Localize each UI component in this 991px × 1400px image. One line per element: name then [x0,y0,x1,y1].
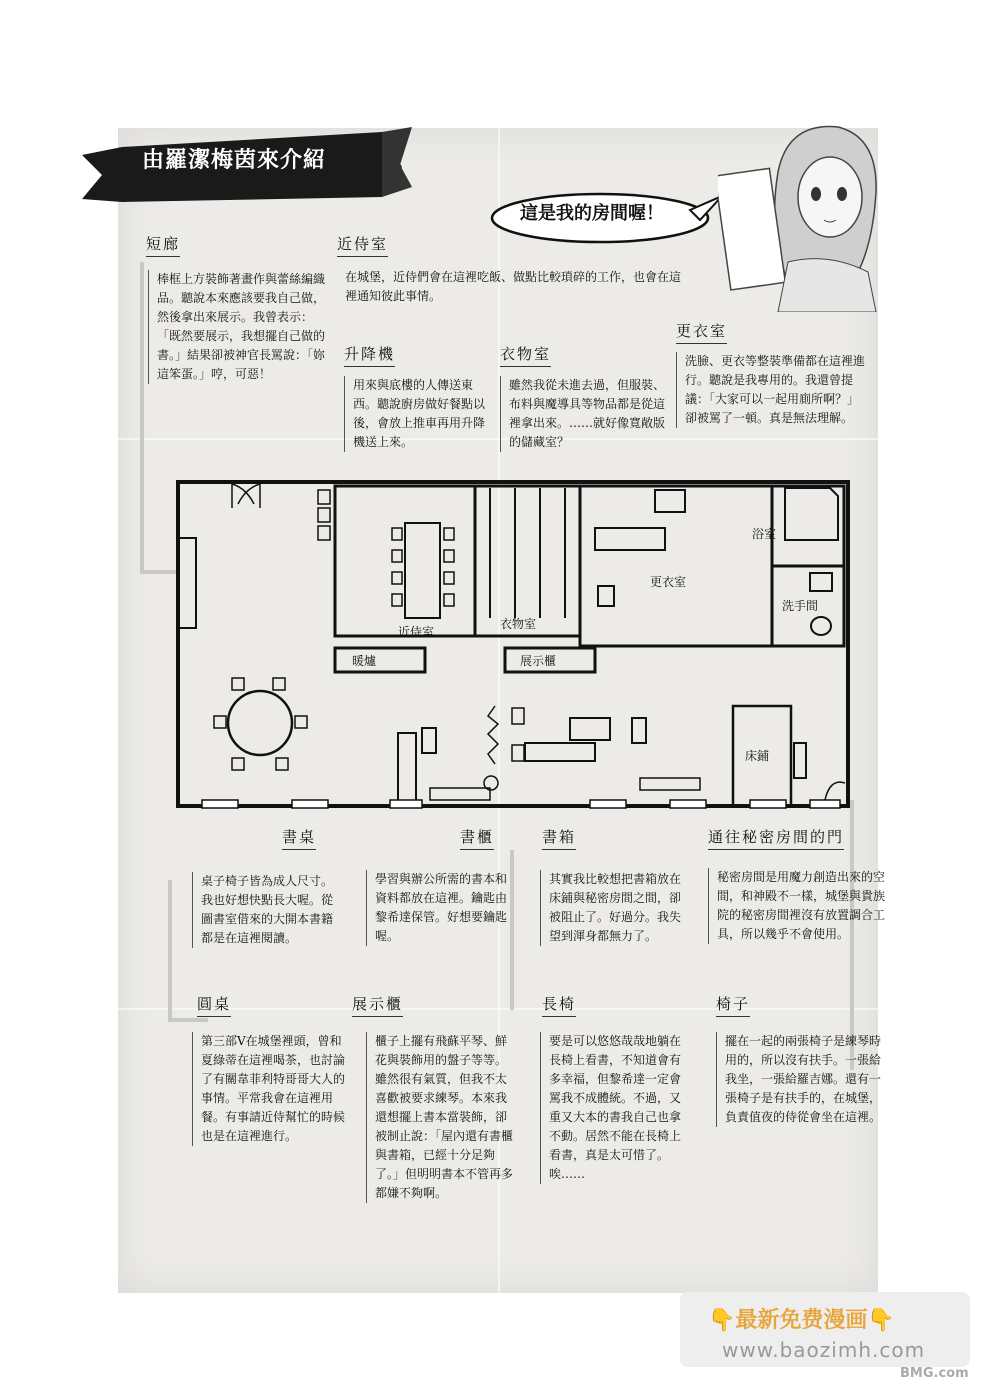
text-display-shelf: 櫃子上擺有飛蘇平琴、鮮花與裝飾用的盤子等等。雖然很有氣質，但我不太喜歡被要求練琴。本來我還想擺上書本當裝飾，卻被制止說：「屋內還有書櫃與書箱，已經十分足夠了。」但明明書本不管再多都嫌不夠啊。 [366,1032,515,1203]
connector-line [510,850,514,1010]
ad-url[interactable]: www.baozimh.com [722,1338,926,1362]
plan-label-fireplace: 暖爐 [352,654,377,668]
heading-lift: 升降機 [344,345,396,363]
heading-dressing-room: 更衣室 [676,322,728,340]
text-short-corridor: 棒框上方裝飾著畫作與蕾絲編織品。聽說本來應該要我自己做，然後拿出來展示。我曾表示：「既然要展示，我想擺自己做的書。」結果卻被神官長罵說：「妳這笨蛋。」哼，可惡！ [148,270,327,384]
heading-short-corridor: 短廊 [146,235,181,253]
heading-attendant-room: 近侍室 [337,235,389,253]
character-illustration [718,112,883,312]
text-chairs: 擺在一起的兩張椅子是練琴時用的，所以沒有扶手。一張給我坐，一張給羅吉娜。還有一張椅子是有扶手的，在城堡，負責值夜的侍從會坐在這裡。 [716,1032,890,1127]
text-bookshelf: 學習與辦公所需的書本和資料都放在這裡。鑰匙由黎希達保管。好想要鑰匙喔。 [366,870,510,946]
text-attendant-room: 在城堡，近侍們會在這裡吃飯、做點比較瑣碎的工作，也會在這裡通知彼此事情。 [345,270,682,303]
plan-label-attendant-room: 近侍室 [398,625,435,639]
heading-desk: 書桌 [282,828,317,846]
ad-text[interactable]: 👇最新免费漫画👇 [708,1308,895,1333]
text-secret-door: 秘密房間是用魔力創造出來的空間，和神殿不一樣，城堡與貴族院的秘密房間裡沒有放置調合工具，所以幾乎不會使用。 [708,868,887,944]
text-dressing-room: 洗臉、更衣等整裝準備都在這裡進行。聽說是我專用的。我還曾提議：「大家可以一起用廁所啊？」卻被罵了一頓。真是無法理解。 [676,352,865,428]
text-wardrobe: 雖然我從未進去過，但服裝、布料與魔導具等物品都是從這裡拿出來。……就好像寬敞版的儲藏室？ [500,376,669,452]
heading-bookshelf: 書櫃 [460,828,495,846]
heading-wardrobe: 衣物室 [500,345,552,363]
text-bench: 要是可以悠悠哉哉地躺在長椅上看書，不知道會有多幸福，但黎希達一定會罵我不成體統。不過，又重又大本的書我自己也拿不動。居然不能在長椅上看書，真是太可惜了。唉…… [540,1032,684,1184]
heading-chairs: 椅子 [716,995,751,1013]
heading-bench: 長椅 [542,995,577,1013]
connector-line [140,262,144,572]
heading-display-shelf: 展示櫃 [352,995,404,1013]
heading-round-table: 圓桌 [197,995,232,1013]
plan-label-bath: 浴室 [752,527,777,541]
floor-plan [170,478,860,818]
ad-logo: BMG.com [900,1366,969,1381]
heading-secret-door: 通往秘密房間的門 [708,828,845,846]
connector-line [168,880,172,1020]
text-lift: 用來與底樓的人傳送東西。聽說廚房做好餐點以後，會放上推車再用升降機送上來。 [344,376,493,452]
banner-title: 由羅潔梅茵來介紹 [142,147,327,173]
plan-label-wardrobe: 衣物室 [500,617,537,631]
speech-bubble-text: 這是我的房間喔！ [520,203,664,224]
text-round-table: 第三部V在城堡裡頭，曾和夏綠蒂在這裡喝茶，也討論了有關韋菲利特哥哥大人的事情。平常我會在這裡用餐。有事請近侍幫忙的時候也是在這裡進行。 [192,1032,346,1146]
plan-label-washroom: 洗手間 [782,599,819,613]
text-book-box: 其實我比較想把書箱放在床鋪與秘密房間之間，卻被阻止了。好過分。我失望到渾身都無力了。 [540,870,684,946]
heading-book-box: 書箱 [542,828,577,846]
plan-label-display-shelf: 展示櫃 [520,654,557,668]
text-desk: 桌子椅子皆為成人尺寸。我也好想快點長大喔。從圖書室借來的大開本書籍都是在這裡閱讀。 [192,872,341,948]
connector-line [168,1018,208,1022]
plan-label-dressing-room: 更衣室 [650,575,687,589]
plan-label-bed: 床鋪 [745,749,770,763]
